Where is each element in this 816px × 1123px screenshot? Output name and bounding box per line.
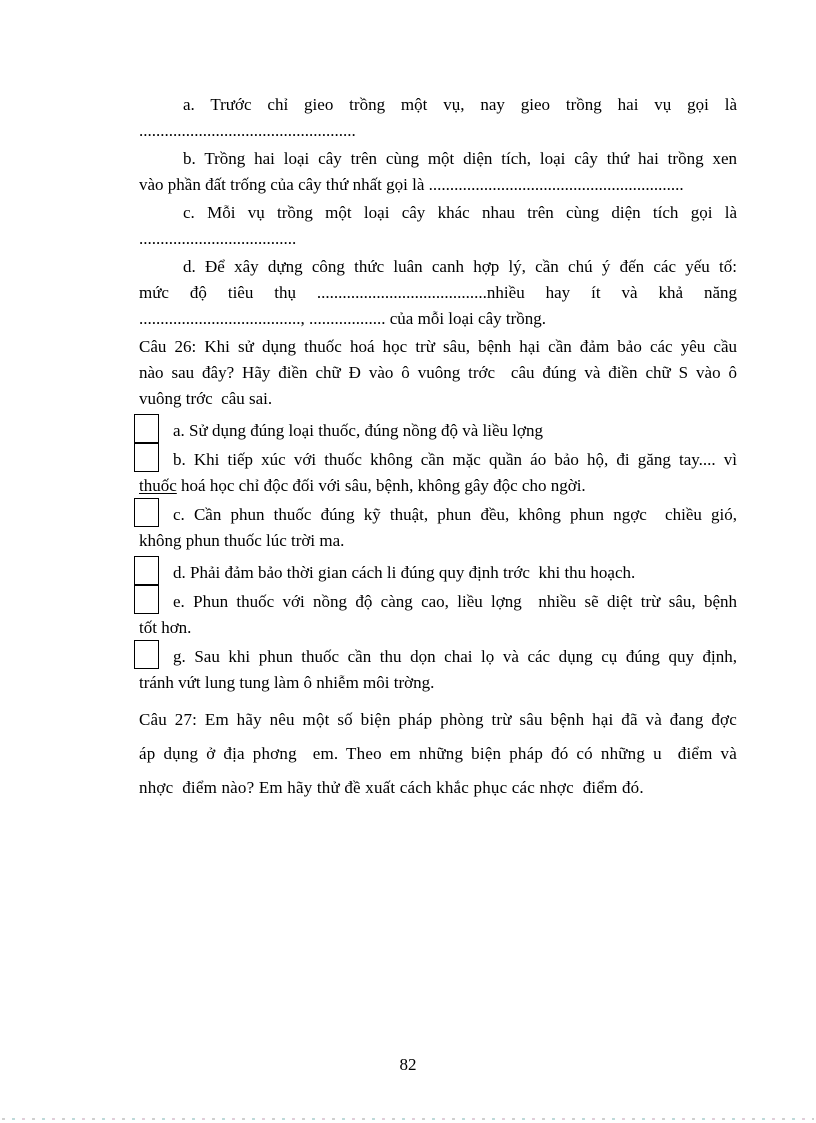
fill-d-line3: ......................................, .................. của mỗi loại cây trồng. — [139, 309, 547, 328]
fill-a-line1: a. Trước chỉ gieo trồng một vụ, nay gieo trồng hai vụ gọi là — [183, 95, 737, 114]
fill-item-a — [139, 92, 737, 144]
q26-intro-line2: nào sau đây? Hãy điền chữ Đ vào ô vuông trớc câu đúng và điền chữ S vào ô — [139, 363, 737, 382]
fill-d-line1: d. Để xây dựng công thức luân canh hợp lý, cần chú ý đến các yếu tố: — [183, 257, 737, 276]
quiz-item-e — [139, 589, 737, 641]
underlined-word: thuốc — [139, 476, 177, 495]
q26-intro-line1: Câu 26: Khi sử dụng thuốc hoá học trừ sâu, bệnh hại cần đảm bảo các yêu cầu — [139, 337, 737, 356]
fill-item-c — [139, 200, 737, 252]
quiz-b-line2 — [139, 473, 737, 499]
answer-checkbox-a[interactable] — [134, 414, 159, 443]
fill-item-d — [139, 254, 737, 332]
quiz-g-line2: tránh vứt lung tung làm ô nhiễm môi trờng. — [139, 673, 435, 692]
q26-intro-line3: vuông trớc câu sai. — [139, 389, 273, 408]
answer-checkbox-b[interactable] — [134, 443, 159, 472]
fill-b-line2: vào phần đất trống của cây thứ nhất gọi là ............................................................ — [139, 175, 684, 194]
quiz-e-line1: e. Phun thuốc với nồng độ càng cao, liều lợng nhiều sẽ diệt trừ sâu, bệnh — [173, 592, 737, 611]
answer-checkbox-e[interactable] — [134, 585, 159, 614]
quiz-b-line1: b. Khi tiếp xúc với thuốc không cần mặc quần áo bảo hộ, đi găng tay.... vì — [173, 450, 737, 469]
fill-c-blank-dots: ..................................... — [139, 229, 297, 248]
fill-a-blank-dots: ................................................... — [139, 121, 356, 140]
answer-checkbox-d[interactable] — [134, 556, 159, 585]
quiz-c-line2: không phun thuốc lúc trời ma. — [139, 531, 345, 550]
quiz-item-g — [139, 644, 737, 696]
fill-d-line2: mức độ tiêu thụ ........................................nhiều hay ít và khả năng — [139, 283, 737, 302]
q27-line2: áp dụng ở địa phơng em. Theo em những biện pháp đó có những u điểm và — [139, 744, 737, 763]
quiz-item-a — [139, 418, 737, 444]
quiz-g-line1: g. Sau khi phun thuốc cần thu dọn chai lọ và các dụng cụ đúng quy định, — [173, 647, 737, 666]
quiz-c-line1: c. Cần phun thuốc đúng kỹ thuật, phun đều, không phun ngợc chiều gió, — [173, 505, 737, 524]
quiz-e-line2: tốt hơn. — [139, 618, 192, 637]
page-bottom-dotted-rule — [2, 1118, 814, 1120]
quiz-item-d — [139, 560, 737, 586]
quiz-item-b — [139, 447, 737, 499]
fill-b-line1: b. Trồng hai loại cây trên cùng một diện tích, loại cây thứ hai trồng xen — [183, 149, 737, 168]
quiz-a-text: a. Sử dụng đúng loại thuốc, đúng nồng độ và liều lợng — [173, 421, 543, 440]
page-number: 82 — [399, 1055, 417, 1074]
q27-line1: Câu 27: Em hãy nêu một số biện pháp phòng trừ sâu bệnh hại đã và đang đợc — [139, 710, 737, 729]
fill-item-b — [139, 146, 737, 198]
question-26-intro — [139, 334, 737, 412]
page-content — [139, 92, 737, 807]
question-27 — [139, 703, 737, 805]
answer-checkbox-g[interactable] — [134, 640, 159, 669]
quiz-b-line2-rest: hoá học chỉ độc đối với sâu, bệnh, không gây độc cho ngời. — [176, 476, 586, 495]
quiz-d-text: d. Phải đảm bảo thời gian cách li đúng quy định trớc khi thu hoạch. — [173, 563, 636, 582]
fill-c-line1: c. Mỗi vụ trồng một loại cây khác nhau trên cùng diện tích gọi là — [183, 203, 737, 222]
q27-line3: nhợc điểm nào? Em hãy thử đề xuất cách khắc phục các nhợc điểm đó. — [139, 778, 644, 797]
quiz-item-c — [139, 502, 737, 554]
answer-checkbox-c[interactable] — [134, 498, 159, 527]
